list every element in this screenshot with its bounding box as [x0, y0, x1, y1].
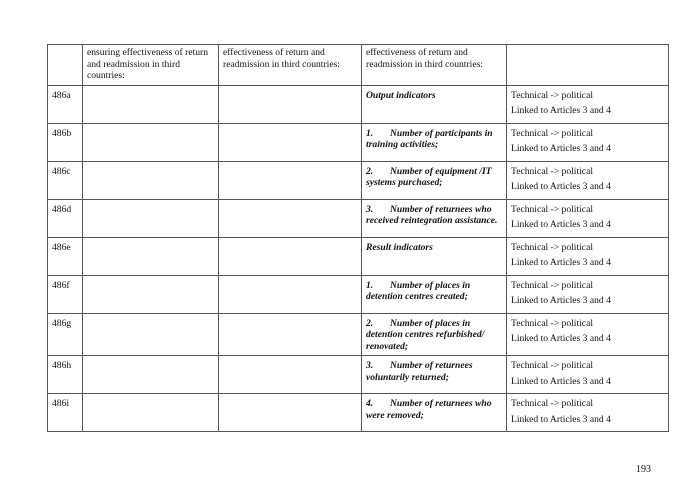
indicator-heading: Result indicators — [366, 241, 433, 253]
note-status: Technical -> political — [511, 398, 593, 409]
row-id-cell: 486a — [48, 85, 83, 123]
table-row — [48, 394, 669, 432]
indicator-number: 4. — [366, 398, 374, 409]
page-number: 193 — [636, 464, 651, 475]
empty-cell — [83, 161, 219, 199]
row-id-cell: 486c — [48, 161, 83, 199]
indicator-number: 2. — [366, 165, 374, 177]
indicator-number: 3. — [366, 360, 374, 371]
indicator-number: 3. — [366, 203, 374, 215]
indicator-number: 1. — [366, 279, 374, 291]
table-row — [48, 313, 669, 356]
empty-cell — [83, 199, 219, 237]
empty-cell — [219, 313, 362, 356]
notes-cell — [507, 45, 669, 86]
empty-cell — [83, 313, 219, 356]
empty-cell — [83, 356, 219, 394]
indicator-text: Number of returnees who were removed; — [366, 398, 492, 421]
notes-cell — [507, 394, 669, 432]
table-row — [48, 237, 669, 275]
indicator-cell — [362, 237, 507, 275]
notes-cell — [507, 123, 669, 161]
note-link: Linked to Articles 3 and 4 — [511, 413, 611, 425]
table-row — [48, 123, 669, 161]
indicator-cell — [362, 199, 507, 237]
indicator-text: Number of returnees voluntarily returned; — [366, 360, 473, 383]
notes-cell — [507, 237, 669, 275]
indicator-cell — [362, 313, 507, 356]
indicator-cell — [362, 394, 507, 432]
indicator-text: Number of places in detention centres refurbished/ renovated; — [366, 317, 485, 352]
notes-cell — [507, 356, 669, 394]
indicator-cell — [362, 275, 507, 313]
indicator-text: Number of equipment /IT systems purchased; — [366, 165, 492, 188]
note-link: Linked to Articles 3 and 4 — [511, 181, 611, 192]
note-status: Technical -> political — [511, 241, 593, 253]
note-link: Linked to Articles 3 and 4 — [511, 143, 611, 154]
empty-cell — [219, 85, 362, 123]
row-id-cell — [48, 45, 83, 86]
note-link: Linked to Articles 3 and 4 — [511, 105, 611, 116]
empty-cell — [219, 394, 362, 432]
table-row — [48, 85, 669, 123]
table-row-continued — [48, 45, 669, 86]
indicator-text: Number of participants in training activities; — [366, 127, 493, 150]
indicator-text: Number of places in detention centres created; — [366, 279, 471, 302]
notes-cell — [507, 275, 669, 313]
indicator-heading: Output indicators — [366, 89, 436, 101]
empty-cell — [83, 237, 219, 275]
empty-cell — [219, 356, 362, 394]
note-status: Technical -> political — [511, 203, 593, 215]
note-status: Technical -> political — [511, 317, 593, 329]
indicator-text: Number of returnees who received reintegration assistance. — [366, 203, 498, 226]
indicator-number: 2. — [366, 317, 374, 329]
table-row — [48, 161, 669, 199]
note-link: Linked to Articles 3 and 4 — [511, 375, 611, 387]
empty-cell — [83, 394, 219, 432]
empty-cell — [83, 85, 219, 123]
notes-cell — [507, 85, 669, 123]
table-row — [48, 199, 669, 237]
empty-cell — [219, 199, 362, 237]
indicator-number: 1. — [366, 127, 374, 139]
indicator-cell — [362, 85, 507, 123]
note-link: Linked to Articles 3 and 4 — [511, 295, 611, 306]
row-id-cell: 486e — [48, 237, 83, 275]
row-id-cell: 486h — [48, 356, 83, 394]
notes-cell — [507, 199, 669, 237]
indicator-cell — [362, 161, 507, 199]
row-id-cell: 486b — [48, 123, 83, 161]
indicator-cell — [362, 356, 507, 394]
empty-cell — [219, 275, 362, 313]
row-id-cell: 486d — [48, 199, 83, 237]
note-status: Technical -> political — [511, 127, 593, 139]
indicator-cell — [362, 123, 507, 161]
document-table — [47, 44, 669, 432]
note-status: Technical -> political — [511, 360, 593, 371]
table-row — [48, 356, 669, 394]
row-id-cell: 486i — [48, 394, 83, 432]
note-status: Technical -> political — [511, 279, 593, 291]
notes-cell — [507, 313, 669, 356]
note-link: Linked to Articles 3 and 4 — [511, 257, 611, 268]
empty-cell — [219, 123, 362, 161]
text-cell-col3: effectiveness of return and readmission in third countries: — [219, 45, 362, 86]
row-id-cell: 486g — [48, 313, 83, 356]
empty-cell — [219, 161, 362, 199]
note-status: Technical -> political — [511, 165, 593, 177]
text-cell-col4: effectiveness of return and readmission in third countries: — [362, 45, 507, 86]
table-row — [48, 275, 669, 313]
empty-cell — [83, 275, 219, 313]
empty-cell — [83, 123, 219, 161]
text-cell-col2: ensuring effectiveness of return and readmission in third countries: — [83, 45, 219, 86]
row-id-cell: 486f — [48, 275, 83, 313]
notes-cell — [507, 161, 669, 199]
note-link: Linked to Articles 3 and 4 — [511, 219, 611, 230]
empty-cell — [219, 237, 362, 275]
note-status: Technical -> political — [511, 89, 593, 101]
note-link: Linked to Articles 3 and 4 — [511, 333, 611, 344]
